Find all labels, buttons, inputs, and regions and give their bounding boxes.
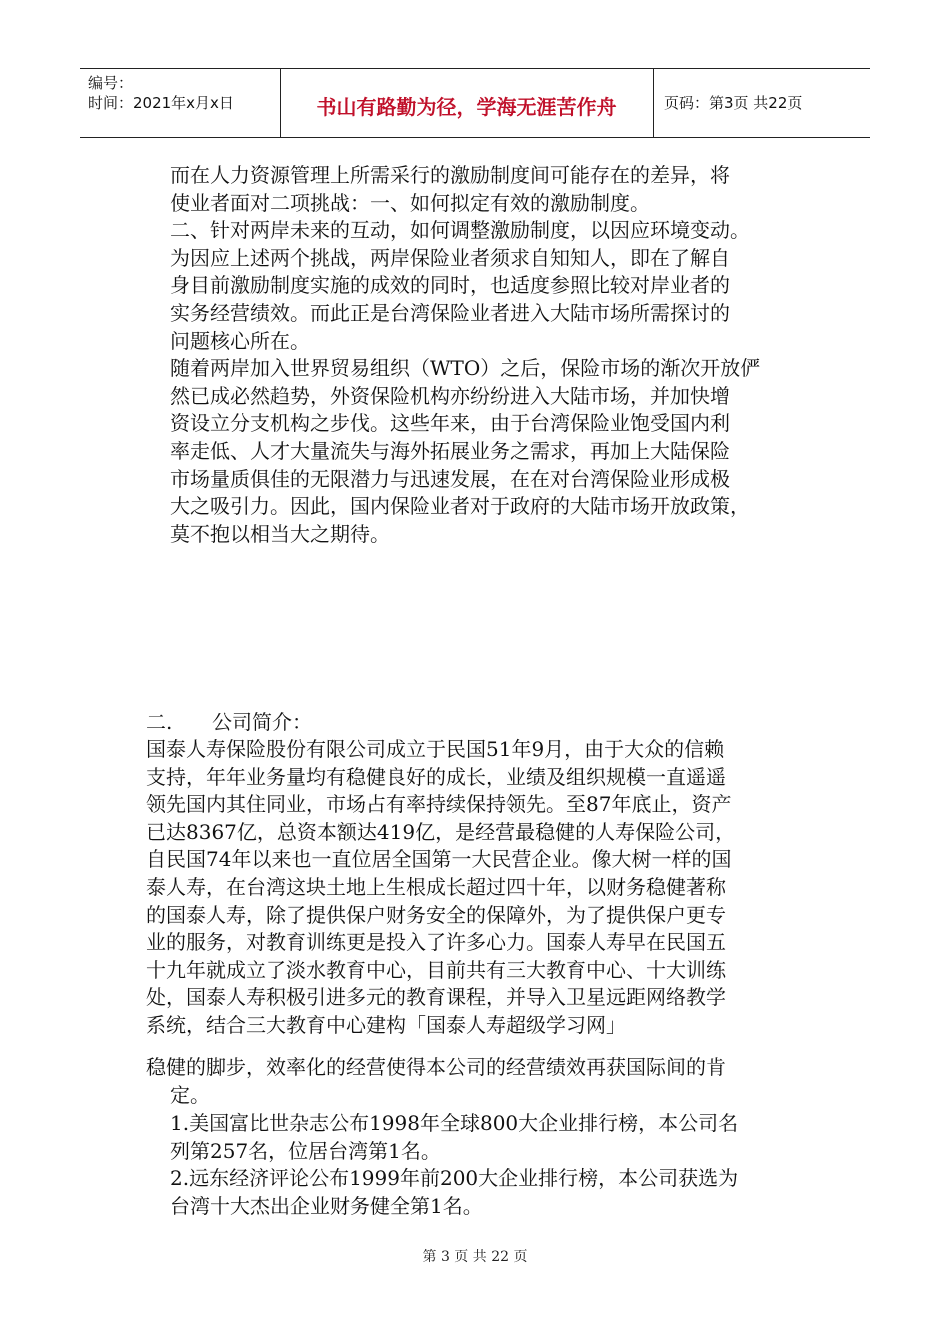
intro-paragraph bbox=[170, 162, 810, 548]
header-meta bbox=[88, 73, 234, 113]
text-line: 处，国泰人寿积极引进多元的教育课程，并导入卫星远距网络教学 bbox=[146, 985, 726, 1010]
header-divider bbox=[653, 69, 654, 137]
text-line: 率走低、人才大量流失与海外拓展业务之需求，再加上大陆保险 bbox=[170, 438, 730, 463]
text-line: 然已成必然趋势，外资保险机构亦纷纷进入大陆市场，并加快增 bbox=[170, 383, 730, 408]
text-line: 已达8367亿，总资本额达419亿，是经营最稳健的人寿保险公司， bbox=[146, 819, 736, 844]
list-item: 1.美国富比世杂志公布1998年全球800大企业排行榜，本公司名 bbox=[170, 1111, 739, 1135]
list-item: 2.远东经济评论公布1999年前200大企业排行榜，本公司获选为 bbox=[170, 1166, 739, 1191]
text-line: 随着两岸加入世界贸易组织（WTO）之后，保险市场的渐次开放俨 bbox=[170, 356, 761, 381]
text-line: 定。 bbox=[170, 1082, 210, 1107]
header-motto: 书山有路勤为径，学海无涯苦作舟 bbox=[316, 95, 617, 119]
text-line: 资设立分支机构之步伐。这些年来，由于台湾保险业饱受国内利 bbox=[170, 411, 730, 436]
header-page-info: 页码：第3页 共22页 bbox=[664, 94, 803, 112]
text-line: 问题核心所在。 bbox=[170, 328, 310, 353]
performance-paragraph bbox=[146, 1054, 826, 1109]
text-line: 自民国74年以来也一直位居全国第一大民营企业。像大树一样的国 bbox=[146, 847, 732, 872]
section-title: 公司简介： bbox=[212, 710, 312, 734]
header-number-label: 编号： bbox=[88, 74, 134, 92]
header-time-label: 时间：2021年x月x日 bbox=[88, 94, 234, 112]
page-header bbox=[80, 68, 870, 138]
text-line: 业的服务，对教育训练更是投入了许多心力。国泰人寿早在民国五 bbox=[146, 930, 726, 955]
text-line: 系统，结合三大教育中心建构「国泰人寿超级学习网」 bbox=[146, 1012, 626, 1037]
text-line: 支持，年年业务量均有稳健良好的成长，业绩及组织规模一直遥遥 bbox=[146, 764, 726, 789]
text-line: 稳健的脚步，效率化的经营使得本公司的经营绩效再获国际间的肯 bbox=[146, 1055, 726, 1079]
text-line: 而在人力资源管理上所需采行的激励制度间可能存在的差异，将 bbox=[170, 163, 730, 187]
page-footer: 第 3 页 共 22 页 bbox=[422, 1249, 528, 1265]
text-line: 泰人寿，在台湾这块土地上生根成长超过四十年，以财务稳健著称 bbox=[146, 874, 726, 899]
text-line: 大之吸引力。因此，国内保险业者对于政府的大陆市场开放政策， bbox=[170, 494, 750, 519]
text-line: 的国泰人寿，除了提供保户财务安全的保障外，为了提供保户更专 bbox=[146, 902, 726, 927]
section-number: 二. bbox=[146, 710, 173, 734]
text-line: 市场量质俱佳的无限潜力与迅速发展，在在对台湾保险业形成极 bbox=[170, 466, 730, 491]
text-line: 使业者面对二项挑战：一、如何拟定有效的激励制度。 bbox=[170, 190, 650, 215]
text-line: 莫不抱以相当大之期待。 bbox=[170, 521, 390, 546]
text-line: 领先国内其住同业，市场占有率持续保持领先。至87年底止，资产 bbox=[146, 792, 732, 817]
text-line: 国泰人寿保险股份有限公司成立于民国51年9月，由于大众的信赖 bbox=[146, 737, 725, 761]
text-line: 身目前激励制度实施的成效的同时，也适度参照比较对岸业者的 bbox=[170, 273, 730, 298]
list-item: 列第257名，位居台湾第1名。 bbox=[170, 1138, 441, 1163]
text-line: 二、针对两岸未来的互动，如何调整激励制度，以因应环境变动。 bbox=[170, 218, 750, 243]
text-line: 为因应上述两个挑战，两岸保险业者须求自知知人，即在了解自 bbox=[170, 245, 730, 270]
text-line: 十九年就成立了淡水教育中心，目前共有三大教育中心、十大训练 bbox=[146, 957, 726, 982]
section-heading bbox=[146, 706, 312, 735]
list-item: 台湾十大杰出企业财务健全第1名。 bbox=[170, 1193, 483, 1218]
awards-list bbox=[170, 1110, 830, 1220]
company-intro-paragraph bbox=[146, 736, 826, 1040]
text-line: 实务经营绩效。而此正是台湾保险业者进入大陆市场所需探讨的 bbox=[170, 300, 730, 325]
